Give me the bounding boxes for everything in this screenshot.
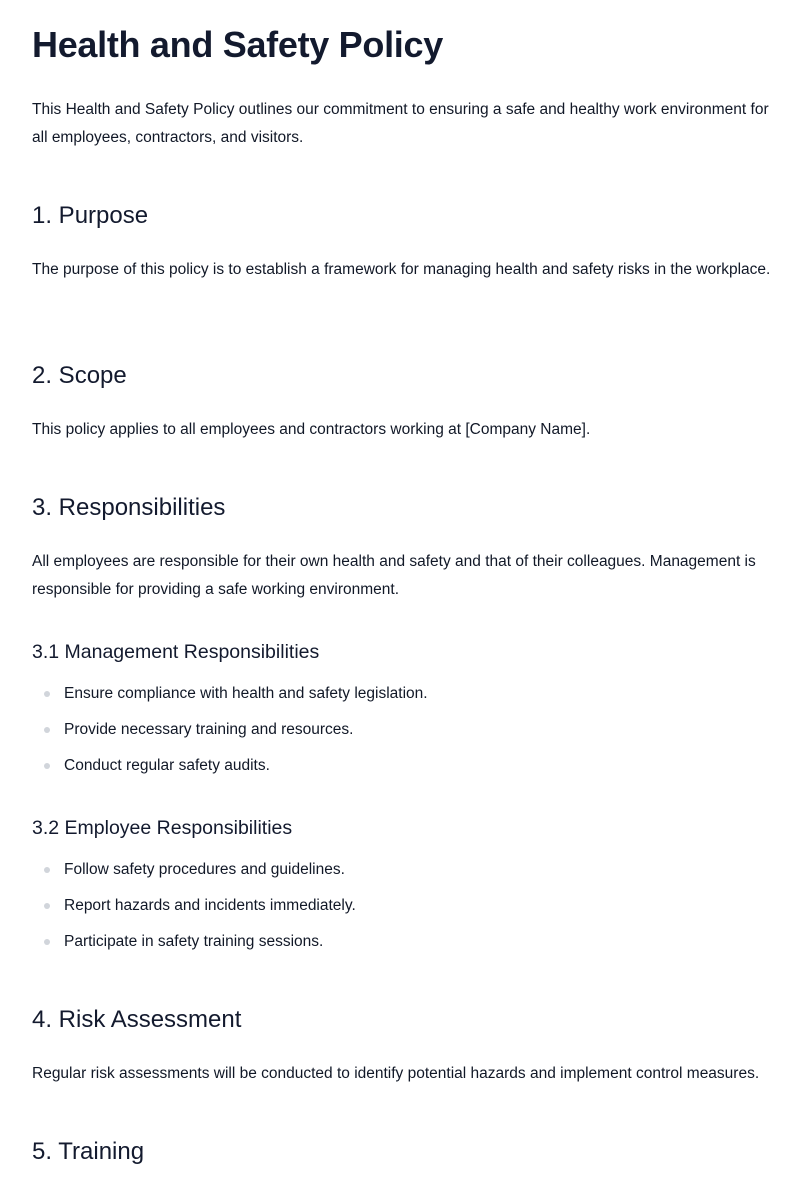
section-heading-risk-assessment: 4. Risk Assessment bbox=[32, 1006, 242, 1033]
section-heading-training: 5. Training bbox=[32, 1138, 145, 1165]
subsection-heading-management: 3.1 Management Responsibilities bbox=[32, 641, 320, 663]
list-item-text: Follow safety procedures and guidelines. bbox=[64, 861, 345, 878]
section-heading-purpose: 1. Purpose bbox=[32, 202, 149, 229]
purpose-paragraph: The purpose of this policy is to establish a framework for managing health and safety risks in the workplace. bbox=[32, 261, 771, 278]
list-item bbox=[32, 720, 428, 756]
bullet-icon bbox=[44, 939, 50, 945]
list-item bbox=[32, 860, 356, 896]
risk-assessment-paragraph: Regular risk assessments will be conducted to identify potential hazards and implement control measures. bbox=[32, 1065, 760, 1082]
bullet-icon bbox=[44, 903, 50, 909]
section-heading-responsibilities: 3. Responsibilities bbox=[32, 494, 226, 521]
list-item-text: Conduct regular safety audits. bbox=[64, 757, 270, 774]
scope-paragraph: This policy applies to all employees and contractors working at [Company Name]. bbox=[32, 421, 591, 438]
intro-paragraph: This Health and Safety Policy outlines our commitment to ensuring a safe and healthy work environment for all employees, contractors, and visitors. bbox=[32, 101, 769, 146]
list-item bbox=[32, 756, 428, 792]
bullet-icon bbox=[44, 691, 50, 697]
list-item bbox=[32, 684, 428, 720]
list-item-text: Participate in safety training sessions. bbox=[64, 933, 324, 950]
responsibilities-paragraph: All employees are responsible for their own health and safety and that of their colleagues. Management is responsible for providing a safe working environment. bbox=[32, 553, 756, 598]
list-item-text: Report hazards and incidents immediately. bbox=[64, 897, 356, 914]
page-title: Health and Safety Policy bbox=[32, 24, 443, 65]
employee-responsibilities-list bbox=[32, 860, 356, 968]
bullet-icon bbox=[44, 867, 50, 873]
list-item-text: Provide necessary training and resources. bbox=[64, 721, 354, 738]
bullet-icon bbox=[44, 727, 50, 733]
management-responsibilities-list bbox=[32, 684, 428, 792]
bullet-icon bbox=[44, 763, 50, 769]
section-heading-scope: 2. Scope bbox=[32, 362, 127, 389]
list-item bbox=[32, 932, 356, 968]
list-item bbox=[32, 896, 356, 932]
subsection-heading-employee: 3.2 Employee Responsibilities bbox=[32, 817, 293, 839]
list-item-text: Ensure compliance with health and safety legislation. bbox=[64, 685, 428, 702]
